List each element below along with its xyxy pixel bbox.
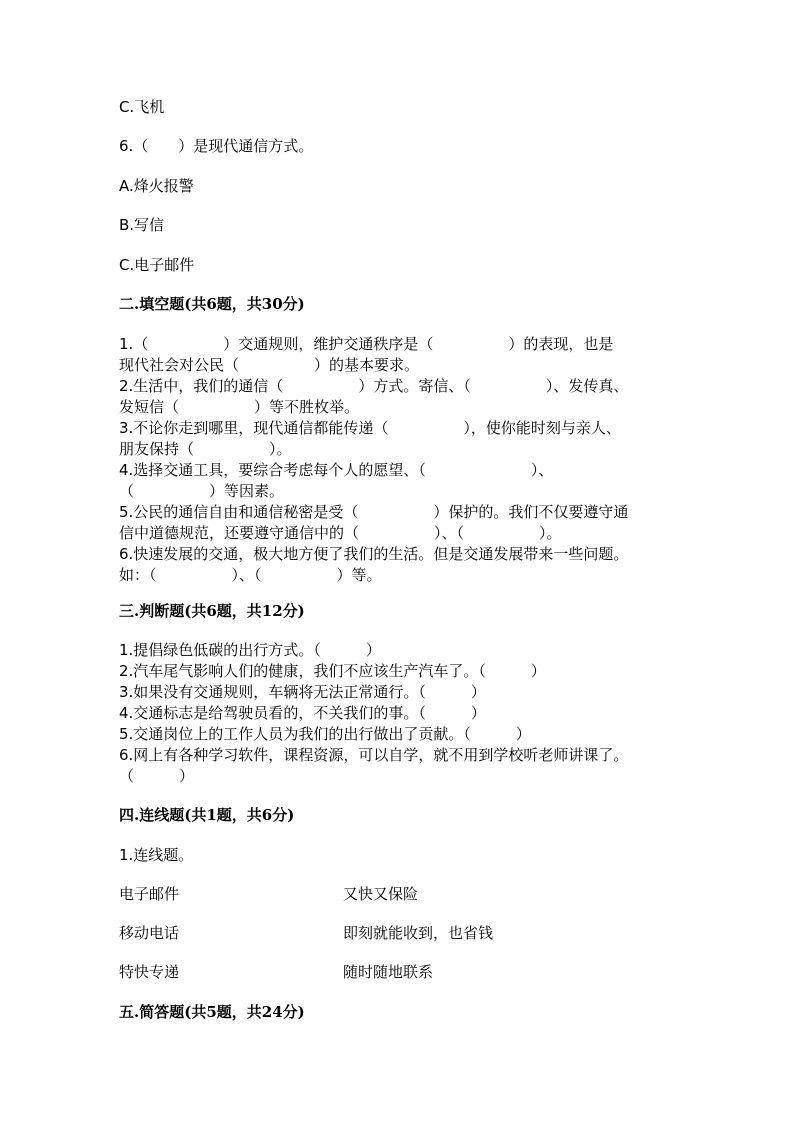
fill-in-line: 2.生活中，我们的通信（ ）方式。寄信、（ ）、发传真、 xyxy=(119,377,629,395)
judge-line: 2.汽车尾气影响人们的健康，我们不应该生产汽车了。（ ） xyxy=(119,662,546,680)
matching-left-item: 移动电话 xyxy=(119,924,180,942)
fill-in-line: 发短信（ ）等不胜枚举。 xyxy=(119,398,360,416)
matching-right-item: 随时随地联系 xyxy=(343,963,434,981)
q6-option-b: B.写信 xyxy=(119,216,165,234)
fill-in-line: 信中道德规范，还要遵守通信中的（ ）、（ ）。 xyxy=(119,524,562,542)
judge-line: （ ） xyxy=(119,767,195,785)
fill-in-line: 5.公民的通信自由和通信秘密是受（ ）保护的。我们不仅要遵守通 xyxy=(119,503,629,521)
fill-in-line: （ ）等因素。 xyxy=(119,482,285,500)
q6-stem: 6.（ ）是现代通信方式。 xyxy=(119,137,314,155)
matching-left-item: 特快专递 xyxy=(119,963,180,981)
judge-line: 6.网上有各种学习软件，课程资源，可以自学，就不用到学校听老师讲课了。 xyxy=(119,746,629,764)
fill-in-line: 3.不论你走到哪里，现代通信都能传递（ ），使你能时刻与亲人、 xyxy=(119,419,621,437)
q5-option-c: C.飞机 xyxy=(119,98,165,116)
matching-right-item: 又快又保险 xyxy=(343,885,419,903)
q6-option-a: A.烽火报警 xyxy=(119,177,194,195)
q6-option-c: C.电子邮件 xyxy=(119,256,195,274)
judge-line: 5.交通岗位上的工作人员为我们的出行做出了贡献。（ ） xyxy=(119,725,531,743)
judge-line: 3.如果没有交通规则，车辆将无法正常通行。（ ） xyxy=(119,683,486,701)
fill-in-line: 4.选择交通工具，要综合考虑每个人的愿望、（ ）、 xyxy=(119,461,554,479)
matching-right-item: 即刻就能收到，也省钱 xyxy=(343,924,494,942)
judge-heading: 三.判断题(共6题，共12分) xyxy=(119,602,305,620)
fill-in-line: 1.（ ）交通规则，维护交通秩序是（ ）的表现，也是 xyxy=(119,335,614,353)
fill-in-heading: 二.填空题(共6题，共30分) xyxy=(119,295,305,313)
fill-in-line: 6.快速发展的交通，极大地方便了我们的生活。但是交通发展带来一些问题。 xyxy=(119,545,629,563)
judge-line: 1.提倡绿色低碳的出行方式。（ ） xyxy=(119,641,381,659)
matching-question: 1.连线题。 xyxy=(119,846,194,864)
matching-left-item: 电子邮件 xyxy=(119,885,180,903)
fill-in-line: 现代社会对公民（ ）的基本要求。 xyxy=(119,356,420,374)
fill-in-line: 如：（ ）、（ ）等。 xyxy=(119,566,382,584)
fill-in-line: 朋友保持（ ）。 xyxy=(119,440,292,458)
matching-heading: 四.连线题(共1题，共6分) xyxy=(119,806,295,824)
short-answer-heading: 五.简答题(共5题，共24分) xyxy=(119,1003,305,1021)
judge-line: 4.交通标志是给驾驶员看的，不关我们的事。（ ） xyxy=(119,704,486,722)
